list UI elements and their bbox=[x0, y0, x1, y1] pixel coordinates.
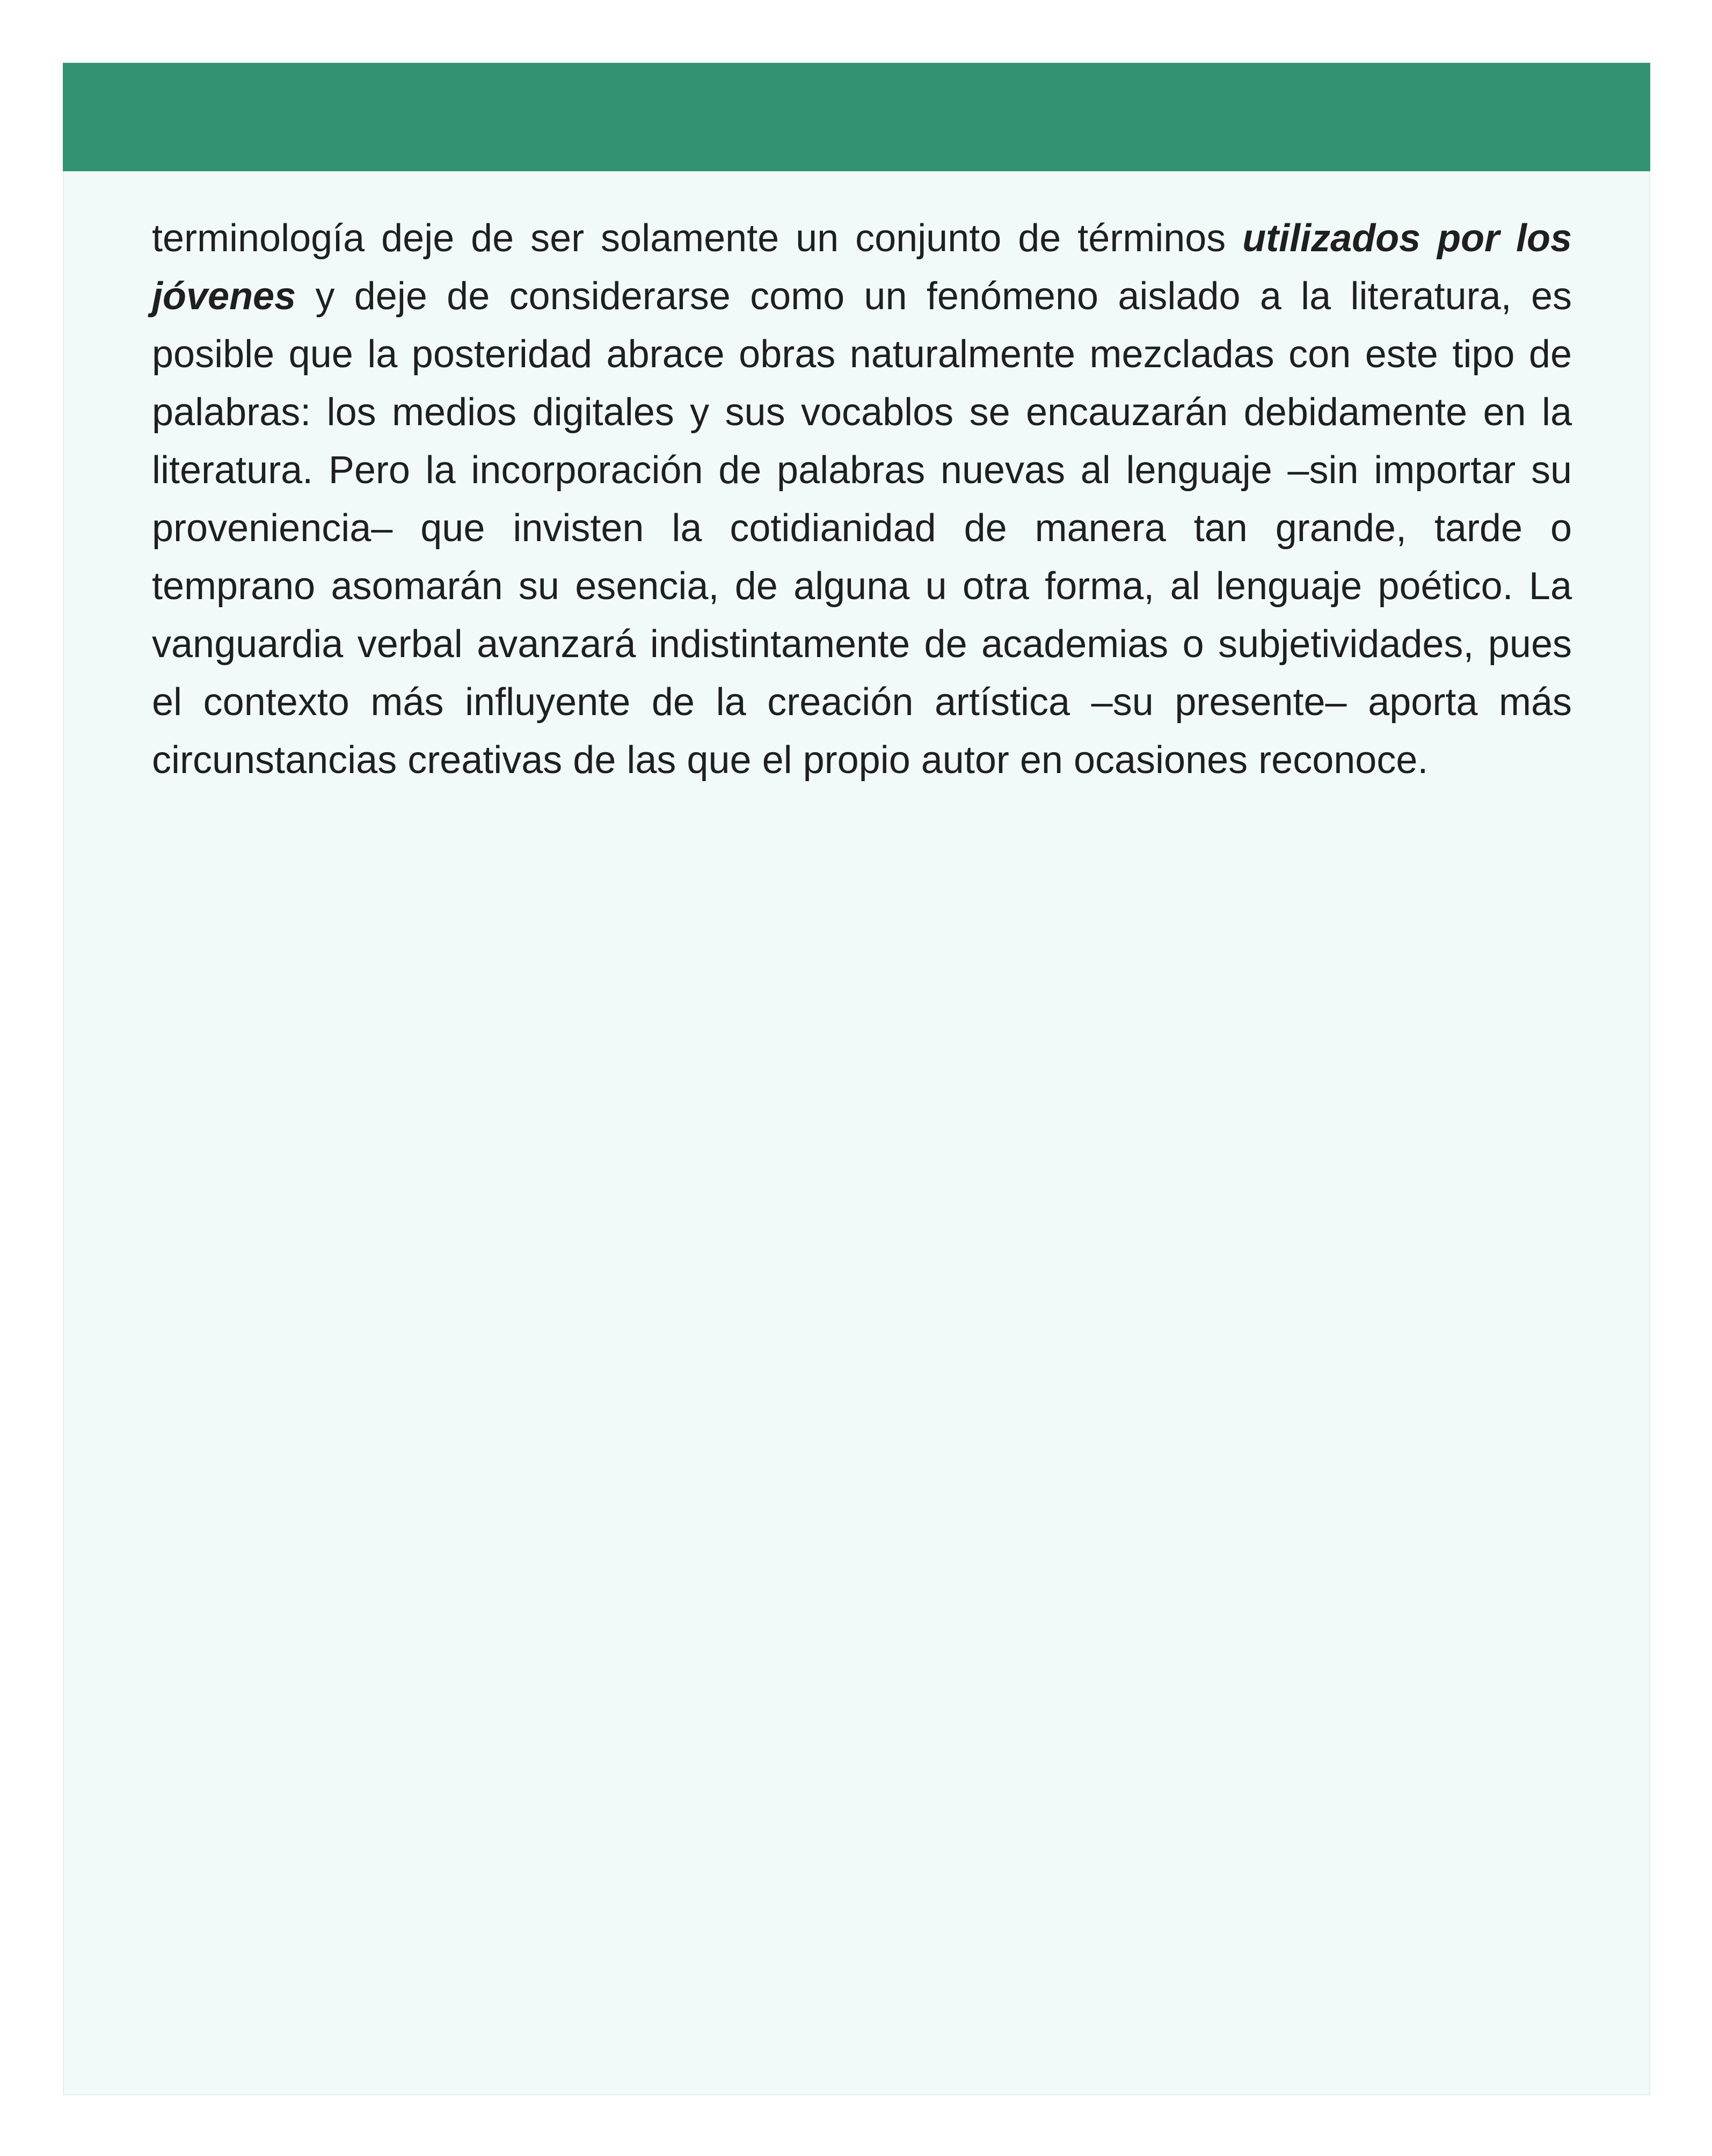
paragraph-text-end: y deje de considerarse como un fenómeno aislado a la literatura, es posible que la posteridad abrace obras naturalmente mezcladas con este tipo de palabras: los medios digitales y sus vocablos se encauzarán debidamente en la literatura. Pero la incorporación de palabras nuevas al lenguaje –sin importar su proveniencia– que invisten la cotidianidad de manera tan grande, tarde o temprano asomarán su esencia, de alguna u otra forma, al lenguaje poético. La vanguardia verbal avanzará indistintamente de academias o subjetividades, pues el contexto más influyente de la creación artística –su presente– aporta más circunstancias creativas de las que el propio autor en ocasiones reconoce. bbox=[152, 275, 1572, 782]
body-paragraph bbox=[152, 209, 1572, 789]
emphasized-phrase: utilizados por los jóvenes bbox=[152, 217, 1572, 318]
header-band bbox=[63, 63, 1650, 171]
paragraph-text-start: terminología deje de ser solamente un conjunto de términos bbox=[152, 217, 1243, 260]
